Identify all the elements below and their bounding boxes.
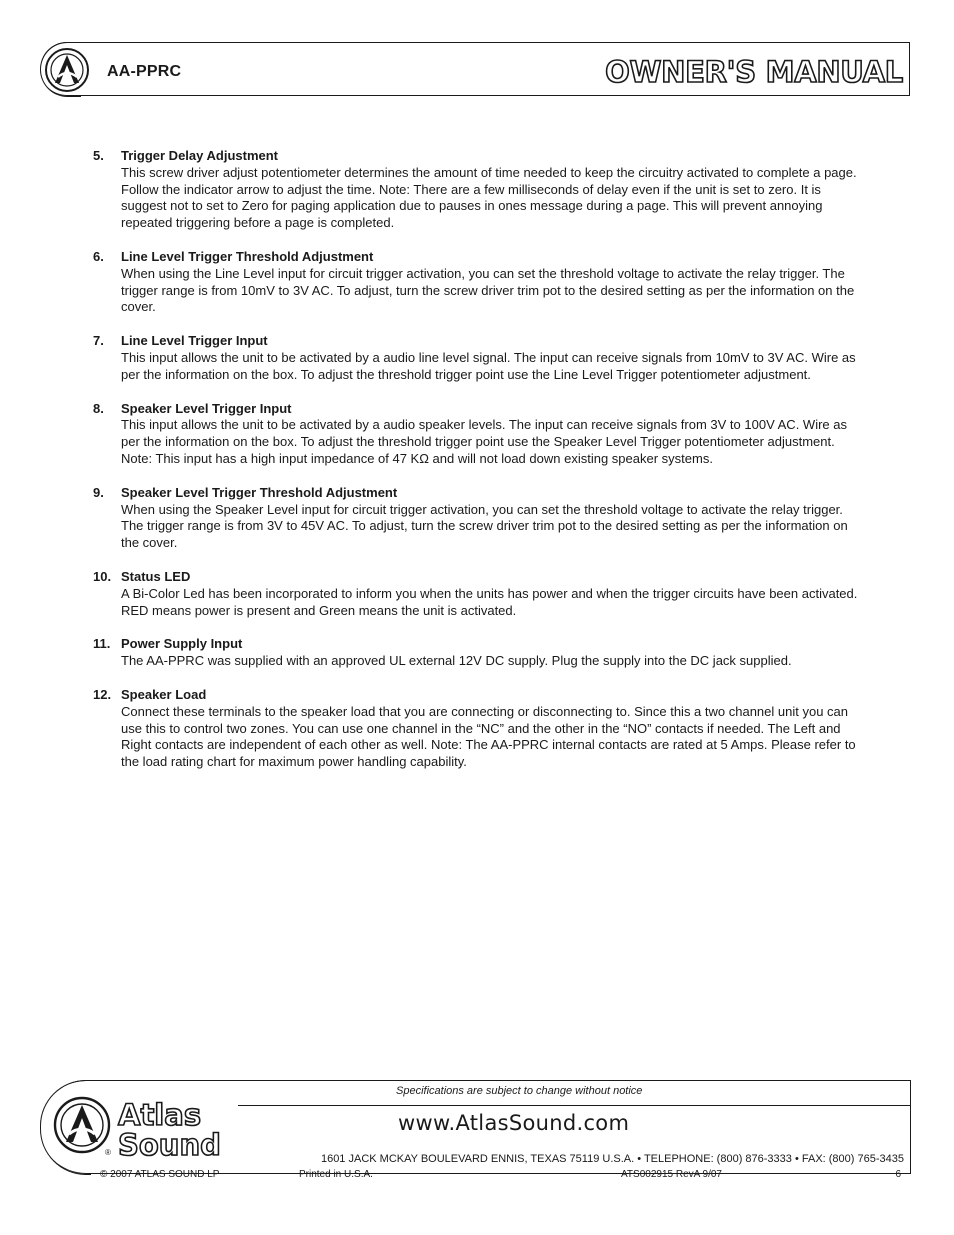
item-number: 8. [93, 400, 104, 416]
model-number: AA-PPRC [107, 63, 182, 80]
brand-atlas: Atlas [118, 1098, 202, 1132]
list-item [93, 687, 863, 771]
item-body: This screw driver adjust potentiometer determines the amount of time needed to keep the circuitry activated to complete a page. Follow the indicator arrow to adjust the time. Note: There are a few milliseconds of delay even if the unit is set to zero. It is suggest not to set to Zero for paging application due to pauses in ones message during a page. This will prevent annoying repeated triggering before a page is completed. [121, 164, 857, 231]
item-heading: Line Level Trigger Input [121, 333, 268, 349]
website-link[interactable]: www.AtlasSound.com [398, 1111, 630, 1135]
atlas-sound-logo [50, 1095, 240, 1159]
item-body: When using the Line Level input for circuit trigger activation, you can set the threshold voltage to activate the relay trigger. The trigger range is from 10mV to 3V AC. To adjust, turn the screw driver trim pot to the desired setting as per the information on the cover. [121, 265, 855, 315]
atlas-logo-icon [44, 47, 90, 93]
item-body: A Bi-Color Led has been incorporated to inform you when the units has power and when the trigger circuits have been activated. RED means power is present and Green means the unit is activated. [121, 585, 858, 618]
item-heading: Power Supply Input [121, 636, 243, 652]
item-heading: Status LED [121, 568, 191, 584]
item-number: 5. [93, 148, 104, 163]
item-body: Connect these terminals to the speaker load that you are connecting or disconnecting to. Since this a two channel unit you can use this to control two zones. You can use one channel in the “NC” and the other in the “NO” contacts if needed. The Left and Right contacts are independent of each other as well. Note: The AA-PPRC internal contacts are rated at 5 Amps. Please refer to the load rating chart for maximum power handling capability. [121, 703, 856, 770]
item-body: When using the Speaker Level input for circuit trigger activation, you can set the threshold voltage to activate the relay trigger. The trigger range is from 3V to 45V AC. To adjust, turn the screw driver trim pot to the desired setting as per the information on the cover. [121, 501, 848, 551]
item-number: 9. [93, 484, 104, 500]
item-heading: Speaker Level Trigger Input [121, 400, 292, 416]
list-item [93, 333, 863, 383]
item-body: This input allows the unit to be activated by a audio line level signal. The input can receive signals from 10mV to 3V AC. Wire as per the information on the box. To adjust the threshold trigger point use the Line Level Trigger potentiometer adjustment. [121, 349, 856, 382]
spec-note: Specifications are subject to change without notice [396, 1085, 643, 1097]
list-item [93, 148, 863, 232]
item-number: 7. [93, 333, 104, 349]
atlas-logo-icon [55, 1098, 109, 1152]
manual-title: OWNER'S MANUAL [605, 55, 903, 89]
item-number: 11. [93, 636, 111, 652]
copyright: © 2007 ATLAS SOUND LP [100, 1169, 220, 1180]
item-heading: Line Level Trigger Threshold Adjustment [121, 248, 374, 264]
item-number: 12. [93, 686, 112, 702]
page-number: 6 [895, 1169, 901, 1180]
page-header [40, 42, 910, 96]
item-number: 10. [93, 568, 112, 584]
item-number: 6. [93, 248, 104, 264]
item-heading: Trigger Delay Adjustment [121, 148, 278, 163]
item-body: The AA-PPRC was supplied with an approved UL external 12V DC supply. Plug the supply into the DC jack supplied. [121, 653, 792, 669]
footer-divider [238, 1105, 910, 1106]
contact-address: 1601 JACK MCKAY BOULEVARD ENNIS, TEXAS 75119 U.S.A. • TELEPHONE: (800) 876-3333 • FAX: (800) 765-3435 [320, 1153, 904, 1165]
list-item [93, 249, 863, 316]
item-heading: Speaker Level Trigger Threshold Adjustment [121, 484, 398, 500]
list-item [93, 485, 863, 552]
list-item [93, 401, 863, 468]
page-footer [40, 1080, 911, 1174]
instruction-list [93, 148, 863, 788]
registered-mark: ® [105, 1148, 111, 1157]
document-number: ATS002915 RevA 9/07 [621, 1169, 722, 1180]
item-heading: Speaker Load [121, 686, 207, 702]
printed-in: Printed in U.S.A. [299, 1169, 373, 1180]
list-item [93, 636, 863, 670]
list-item [93, 569, 863, 619]
item-body: This input allows the unit to be activated by a audio speaker levels. The input can receive signals from 3V to 100V AC. Wire as per the information on the box. To adjust the threshold trigger point use the Speaker Level Trigger potentiometer adjustment. Note: This input has a high input impedance of 47 KΩ and will not load down existing speaker systems. [121, 417, 847, 466]
brand-sound: Sound [118, 1128, 221, 1159]
